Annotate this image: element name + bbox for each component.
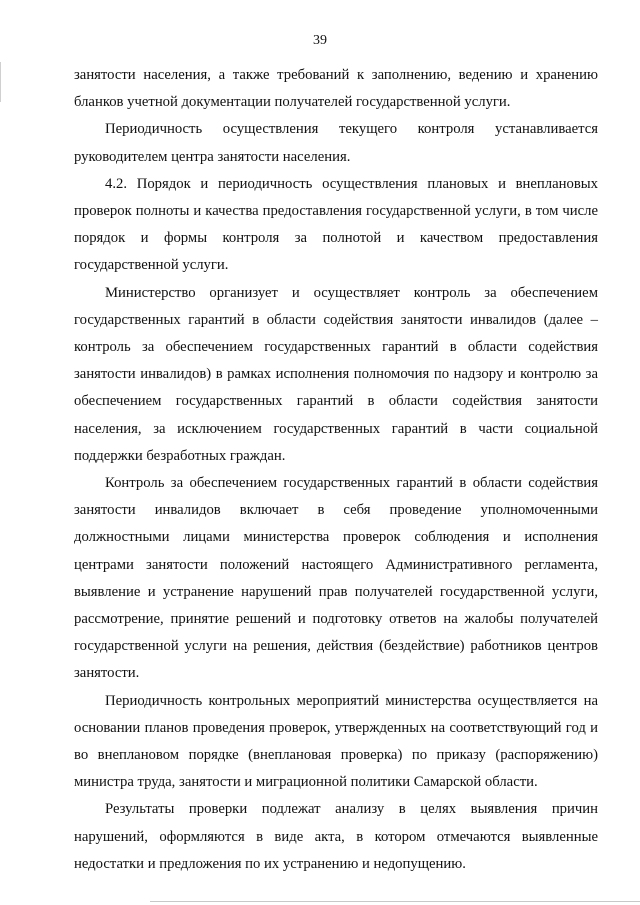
- paragraph-control-scope: Контроль за обеспечением государственных гарантий в области содействия занятости инвалидов включает в себя проведение уполномоченными должностными лицами министерства проверок соблюдения и исполнения центрами занятости положений настоящего Административного регламента, выявление и устранение нарушений прав получателей государственной услуги, рассмотрение, принятие решений и подготовку ответов на жалобы получателей государственной услуги на решения, действия (бездействие) работников центров занятости.: [74, 475, 598, 682]
- paragraph-ministry-control: Министерство организует и осуществляет контроль за обеспечением государственных гарантий в области содействия занятости инвалидов (далее – контроль за обеспечением государственных гарантий в области содействия занятости инвалидов) в рамках исполнения полномочия по надзору и контролю за обеспечением государственных гарантий в области содействия занятости населения, за исключением государственных гарантий в части социальной поддержки безработных граждан.: [74, 284, 598, 464]
- page-bottom-edge: [150, 901, 640, 902]
- paragraph-inspection-frequency: Периодичность контрольных мероприятий министерства осуществляется на основании планов проведения проверок, утвержденных на соответствующий год и во внеплановом порядке (внеплановая проверка) по приказу (распоряжению) министра труда, занятости и миграционной политики Самарской области.: [74, 692, 598, 791]
- scan-edge-mark: [0, 62, 1, 102]
- paragraph-current-control-frequency: Периодичность осуществления текущего контроля устанавливается руководителем центра занятости населения.: [74, 121, 598, 165]
- paragraph-section-4-2: 4.2. Порядок и периодичность осуществления плановых и внеплановых проверок полноты и качества предоставления государственной услуги, в том числе порядок и формы контроля за полнотой и качеством предоставления государственной услуги.: [74, 175, 598, 274]
- document-body: [74, 62, 598, 878]
- paragraph-continuation: занятости населения, а также требований к заполнению, ведению и хранению бланков учетной документации получателей государственной услуги.: [74, 67, 598, 111]
- paragraph-inspection-results: Результаты проверки подлежат анализу в целях выявления причин нарушений, оформляются в виде акта, в котором отмечаются выявленные недостатки и предложения по их устранению и недопущению.: [74, 801, 598, 872]
- page-number: 39: [313, 33, 327, 48]
